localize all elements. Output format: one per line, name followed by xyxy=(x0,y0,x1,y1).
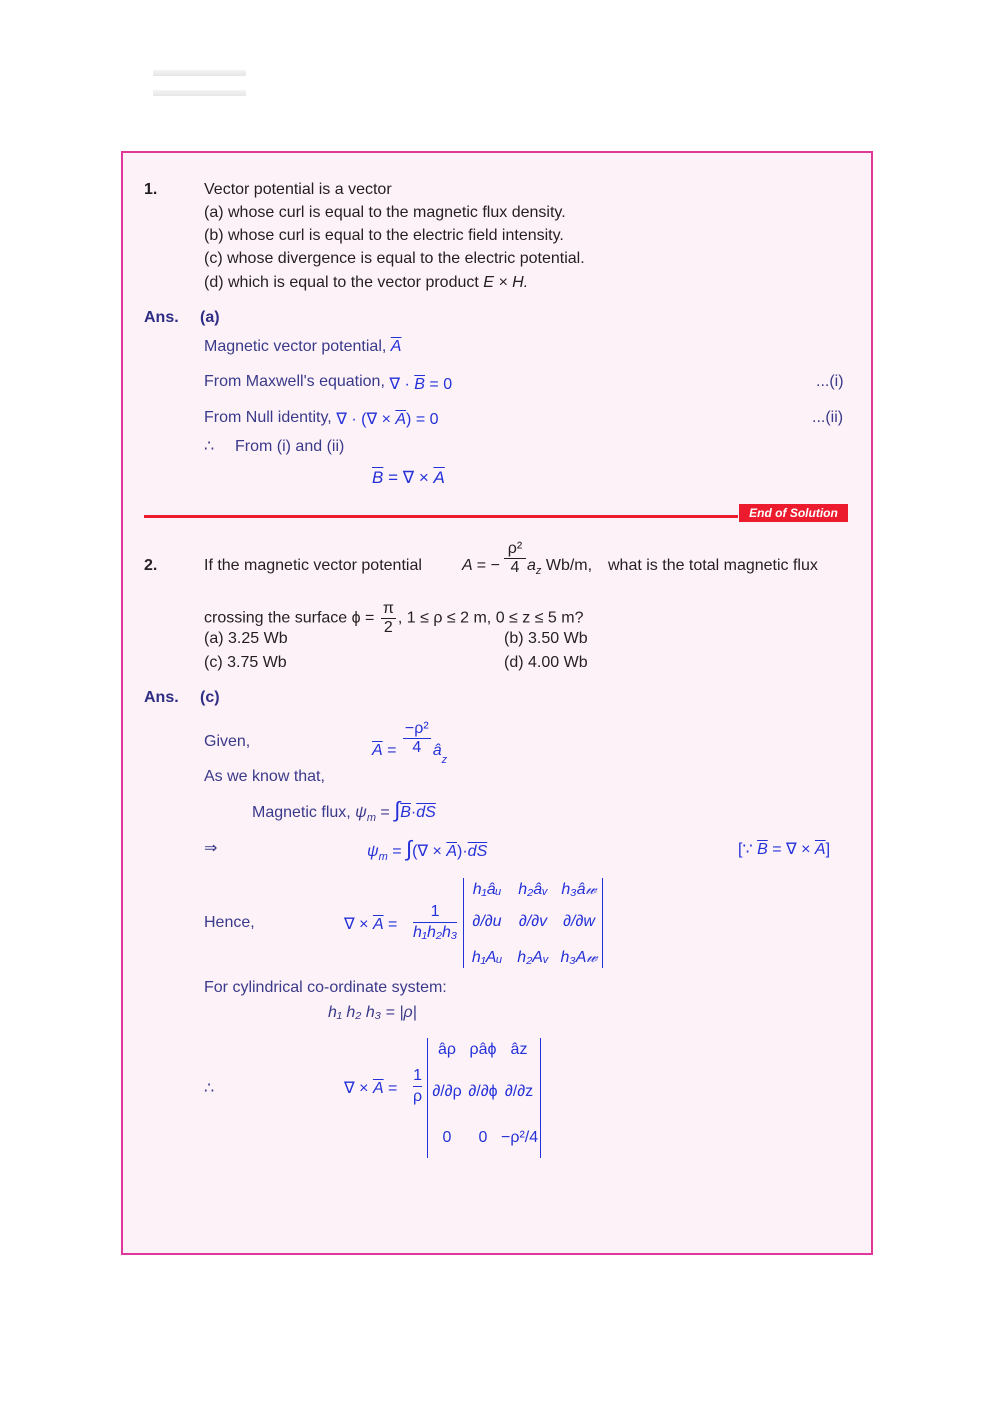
given-eq xyxy=(372,720,448,766)
q2-option-c: (c) 3.75 Wb xyxy=(204,654,287,671)
curl-open: (∇ × xyxy=(412,843,447,860)
q2-number: 2. xyxy=(144,557,158,574)
det-cell: ρâϕ xyxy=(469,1041,497,1058)
dot: · xyxy=(410,804,417,821)
q2-frac xyxy=(504,540,526,577)
m-sub: m xyxy=(378,851,388,864)
a1-label: Ans. xyxy=(144,309,179,326)
curl-a-2 xyxy=(344,1079,397,1099)
null-identity-op: ∇ · (∇ × xyxy=(336,411,396,428)
det-cell: h₂Aᵥ xyxy=(517,949,549,966)
equals: = xyxy=(375,804,395,821)
az: a xyxy=(527,557,536,574)
determinant-cylindrical xyxy=(427,1038,541,1158)
q2-option-b: (b) 3.50 Wb xyxy=(504,630,588,647)
vector-b: $\overline{B}$ xyxy=(414,376,425,393)
det-cell: h₃â𝓌 xyxy=(561,881,597,898)
q2-part2: what is the total magnetic flux xyxy=(608,557,818,574)
vector-a: $\overline{A}$ xyxy=(372,916,384,933)
q2-p3-text: crossing the surface xyxy=(204,609,348,627)
range: , 1 ≤ ρ ≤ 2 m, 0 ≤ z ≤ 5 m? xyxy=(397,609,584,627)
eq-zero: = 0 xyxy=(424,376,453,393)
vector-a: $\overline{A}$ xyxy=(372,741,383,759)
determinant-general xyxy=(463,878,603,968)
a1-line2-text: From Maxwell's equation, xyxy=(204,373,385,390)
equals: = xyxy=(383,916,398,933)
vector-a: $\overline{A}$ xyxy=(433,468,445,487)
equals: = xyxy=(382,741,401,759)
a1-line4: From (i) and (ii) xyxy=(235,438,345,455)
det-cell: 0 xyxy=(478,1129,488,1146)
pi: π xyxy=(382,600,394,617)
cylindrical-label: For cylindrical co-ordinate system: xyxy=(204,979,447,996)
det-cell: ∂/∂u xyxy=(472,913,502,930)
det-cell: âρ xyxy=(438,1041,456,1058)
q1-option-d-math: E × H. xyxy=(483,274,529,291)
det-cell: h₁Aᵤ xyxy=(471,949,503,966)
because: [∵ xyxy=(738,841,758,858)
a1-choice: (a) xyxy=(200,309,220,326)
q2-potential xyxy=(462,556,500,576)
curl-op: ∇ × xyxy=(344,916,373,933)
z-sub: z xyxy=(441,753,448,766)
det-cell: 0 xyxy=(442,1129,452,1146)
scale-frac-2 xyxy=(413,1066,422,1107)
divider-line xyxy=(144,515,738,518)
q2-az-unit xyxy=(527,556,592,581)
ref-i: ...(i) xyxy=(816,373,844,390)
vector-b: $\overline{B}$ xyxy=(757,841,768,858)
q2-a-eq: A = − xyxy=(462,557,500,574)
det-cell: ∂/∂ϕ xyxy=(468,1083,498,1100)
det-cell: ∂/∂v xyxy=(518,913,548,930)
equals: = xyxy=(387,843,407,860)
frac-num: 1 xyxy=(413,902,457,923)
div-op: ∇ · xyxy=(389,376,415,393)
end-of-solution-badge: End of Solution xyxy=(739,504,848,522)
curl-close: ) xyxy=(457,843,463,860)
psi-curl-line xyxy=(367,836,488,867)
det-cell: h₃A𝓌 xyxy=(560,949,598,966)
a2-choice: (c) xyxy=(200,689,220,706)
q2-option-d: (d) 4.00 Wb xyxy=(504,654,588,671)
flux-text: Magnetic flux, xyxy=(252,804,351,821)
det-cell: âz xyxy=(510,1041,528,1058)
unit: Wb/m, xyxy=(541,557,593,574)
vector-a: $\overline{A}$ xyxy=(390,338,402,355)
psi: ψ xyxy=(367,843,379,860)
faint-logo xyxy=(153,70,246,96)
frac-den: h₁h₂h₃ xyxy=(413,924,458,941)
a1-line1-text: Magnetic vector potential, xyxy=(204,338,387,355)
q1-option-a: (a) whose curl is equal to the magnetic flux density. xyxy=(204,204,566,221)
given-label: Given, xyxy=(204,733,251,750)
vector-a: $\overline{A}$ xyxy=(446,843,458,860)
vector-b: $\overline{B}$ xyxy=(372,468,384,487)
frac-num: 1 xyxy=(413,1066,422,1087)
az-sub: z xyxy=(535,565,542,578)
a1-line3 xyxy=(204,408,439,428)
a2-label: Ans. xyxy=(144,689,179,706)
frac-den: ρ xyxy=(413,1088,423,1105)
a-hat: â xyxy=(432,741,442,759)
scale-frac-1 xyxy=(413,902,457,943)
a1-line3-text: From Null identity, xyxy=(204,409,332,426)
ds-vector: $\overline{dS}$ xyxy=(467,843,488,860)
integral-sign: ∫ xyxy=(394,797,401,822)
therefore-symbol: ∴ xyxy=(204,438,215,455)
equals: = xyxy=(383,1080,398,1097)
two: 2 xyxy=(383,619,393,636)
vector-a: $\overline{A}$ xyxy=(372,1080,384,1097)
q1-option-d xyxy=(204,273,528,293)
det-cell: ∂/∂w xyxy=(563,913,595,930)
det-cell: ∂/∂ρ xyxy=(432,1083,462,1100)
det-cell: h₁âᵤ xyxy=(472,881,502,898)
q1-option-b: (b) whose curl is equal to the electric field intensity. xyxy=(204,227,564,244)
psi: ψ xyxy=(355,804,367,821)
det-cell: h₂âᵥ xyxy=(518,881,548,898)
eq-zero: ) = 0 xyxy=(406,411,439,428)
frac-num: −ρ² xyxy=(404,720,429,737)
curl-a-1 xyxy=(344,915,397,935)
curl-op: ∇ × xyxy=(344,1080,373,1097)
q2-part1: If the magnetic vector potential xyxy=(204,557,422,574)
q1-stem: Vector potential is a vector xyxy=(204,181,392,198)
q1-option-d-text: (d) which is equal to the vector product xyxy=(204,274,484,291)
b-equals-curl-a xyxy=(372,468,445,488)
hence-label: Hence, xyxy=(204,914,255,931)
bracket: ] xyxy=(825,841,831,858)
q1-option-c: (c) whose divergence is equal to the electric potential. xyxy=(204,250,585,267)
because-note xyxy=(738,840,830,860)
a1-line1 xyxy=(204,337,401,357)
det-cell: ∂/∂z xyxy=(504,1083,534,1100)
integral-sign: ∫ xyxy=(406,836,413,861)
vector-b: $\overline{B}$ xyxy=(400,804,411,821)
dot: · xyxy=(462,843,468,860)
curl-op: = ∇ × xyxy=(767,841,815,858)
frac-den: 4 xyxy=(510,559,520,576)
frac-den: 4 xyxy=(412,739,422,756)
ref-ii: ...(ii) xyxy=(812,409,844,426)
scale-product: h₁ h₂ h₃ = |ρ| xyxy=(328,1004,417,1021)
ds-vector: $\overline{dS}$ xyxy=(416,804,436,821)
m-sub: m xyxy=(366,812,376,825)
phi-eq: ϕ = xyxy=(351,609,379,627)
a1-line2 xyxy=(204,372,452,392)
q1-number: 1. xyxy=(144,181,158,198)
magnetic-flux-line xyxy=(252,797,436,828)
frac-num: ρ² xyxy=(504,540,526,559)
curl-op: = ∇ × xyxy=(383,468,434,487)
vector-a: $\overline{A}$ xyxy=(395,411,407,428)
vector-a: $\overline{A}$ xyxy=(814,841,826,858)
det-cell: −ρ²/4 xyxy=(501,1129,539,1146)
therefore-symbol: ∴ xyxy=(204,1080,215,1097)
as-we-know: As we know that, xyxy=(204,768,325,785)
q2-option-a: (a) 3.25 Wb xyxy=(204,630,288,647)
implies-symbol: ⇒ xyxy=(204,840,218,857)
